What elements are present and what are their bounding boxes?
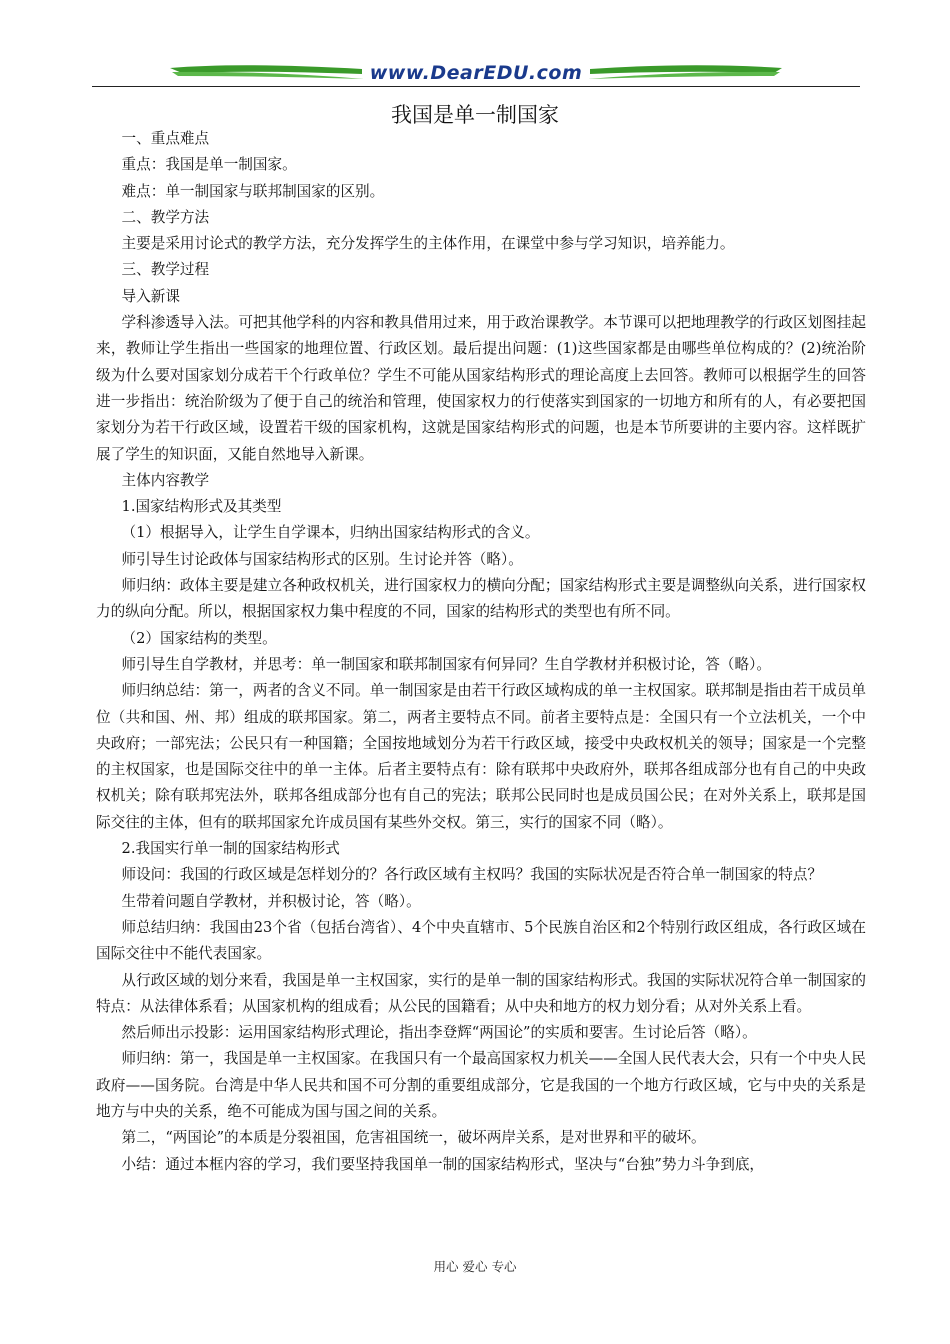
paragraph: 师归纳：第一，我国是单一主权国家。在我国只有一个最高国家权力机关——全国人民代表大会，只有一个中央人民政府——国务院。台湾是中华人民共和国不可分割的重要组成部分，它是我国的一个地方行政区域，它与中央的关系是地方与中央的关系，绝不可能成为国与国之间的关系。 <box>96 1050 866 1120</box>
document-title: 我国是单一制国家 <box>391 103 559 127</box>
paragraph: 第二，“两国论”的本质是分裂祖国，危害祖国统一，破坏两岸关系，是对世界和平的破坏。 <box>121 1129 706 1147</box>
paragraph: 从行政区域的划分来看，我国是单一主权国家，实行的是单一制的国家结构形式。我国的实际状况符合单一制国家的特点：从法律体系看；从国家机构的组成看；从公民的国籍看；从中央和地方的权力划分看；从对外关系上看。 <box>96 971 866 1015</box>
paragraph: 难点：单一制国家与联邦制国家的区别。 <box>121 182 385 200</box>
site-header <box>92 60 860 100</box>
subheading: 主体内容教学 <box>121 471 210 489</box>
subheading: 1.国家结构形式及其类型 <box>121 498 282 516</box>
paragraph: 小结：通过本框内容的学习，我们要坚持我国单一制的国家结构形式，坚决与“台独”势力斗争到底， <box>121 1155 765 1173</box>
section-heading: 三、教学过程 <box>121 261 210 279</box>
site-logo-text[interactable]: www.DearEDU.com <box>369 62 583 84</box>
header-divider <box>92 86 860 87</box>
paragraph: 重点：我国是单一制国家。 <box>121 156 297 174</box>
paragraph: 主要是采用讨论式的教学方法，充分发挥学生的主体作用，在课堂中参与学习知识，培养能力。 <box>121 235 735 253</box>
paragraph: 师设问：我国的行政区域是怎样划分的？各行政区域有主权吗？我国的实际状况是否符合单一制国家的特点？ <box>121 866 823 884</box>
page-footer: 用心 爱心 专心 <box>433 1259 517 1274</box>
paragraph: 师归纳总结：第一，两者的含义不同。单一制国家是由若干行政区域构成的单一主权国家。联邦制是指由若干成员单位（共和国、州、邦）组成的联邦国家。第二，两者主要特点不同。前者主要特点是：全国只有一个立法机关，一个中央政府；一部宪法；公民只有一种国籍；全国按地域划分为若干行政区域，接受中央政权机关的领导；国家是一个完整的主权国家，也是国际交往中的单一主体。后者主要特点有：除有联邦中央政府外，联邦各组成部分也有自己的中央政权机关；除有联邦宪法外，联邦各组成部分也有自己的宪法；联邦公民同时也是成员国公民；在对外关系上，联邦是国际交往的主体，但有的联邦国家允许成员国有某些外交权。第三，实行的国家不同（略）。 <box>96 682 866 831</box>
subheading: 2.我国实行单一制的国家结构形式 <box>121 840 340 858</box>
subheading: 导入新课 <box>121 287 180 305</box>
paragraph: 然后师出示投影：运用国家结构形式理论，指出李登辉“两国论”的实质和要害。生讨论后答（略）。 <box>121 1024 757 1042</box>
paragraph: 师总结归纳：我国由23个省（包括台湾省）、4个中央直辖市、5个民族自治区和2个特别行政区组成，各行政区域在国际交往中不能代表国家。 <box>96 918 866 963</box>
document-body <box>96 126 866 1178</box>
paragraph: （1）根据导入，让学生自学课本，归纳出国家结构形式的含义。 <box>121 524 540 542</box>
paragraph: 生带着问题自学教材，并积极讨论，答（略）。 <box>121 892 421 910</box>
paragraph: （2）国家结构的类型。 <box>121 629 277 647</box>
paragraph: 师归纳：政体主要是建立各种政权机关，进行国家权力的横向分配；国家结构形式主要是调整纵向关系，进行国家权力的纵向分配。所以，根据国家权力集中程度的不同，国家的结构形式的类型也有所不同。 <box>96 577 866 621</box>
paragraph: 学科渗透导入法。可把其他学科的内容和教具借用过来，用于政治课教学。本节课可以把地理教学的行政区划图挂起来，教师让学生指出一些国家的地理位置、行政区划。最后提出问题：(1)这些国家都是由哪些单位构成的？(2)统治阶级为什么要对国家划分成若干个行政单位？学生不可能从国家结构形式的理论高度上去回答。教师可以根据学生的回答进一步指出：统治阶级为了便于自己的统治和管理，使国家权力的行使落实到国家的一切地方和所有的人，有必要把国家划分为若干行政区域，设置若干级的国家机构，这就是国家结构形式的问题，也是本节所要讲的主要内容。这样既扩展了学生的知识面，又能自然地导入新课。 <box>96 314 866 463</box>
paragraph: 师引导生讨论政体与国家结构形式的区别。生讨论并答（略）。 <box>121 550 523 568</box>
paragraph: 师引导生自学教材，并思考：单一制国家和联邦制国家有何异同？生自学教材并积极讨论，答（略）。 <box>121 655 771 673</box>
section-heading: 二、教学方法 <box>121 208 210 226</box>
section-heading: 一、重点难点 <box>121 130 210 147</box>
